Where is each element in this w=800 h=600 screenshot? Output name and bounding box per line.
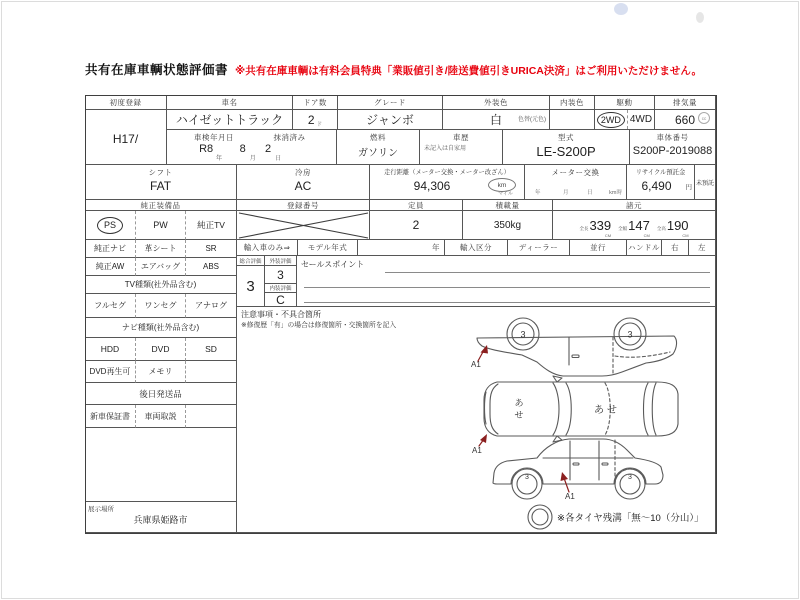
equip-abs: ABS bbox=[186, 258, 237, 276]
grade-label: グレード bbox=[338, 95, 443, 110]
navi-sd: SD bbox=[186, 338, 237, 361]
fuel-label: 燃料 bbox=[370, 133, 386, 142]
import-only-label: 輸入車のみ⇒ bbox=[237, 240, 298, 256]
recycle-label: リサイクル預託金 bbox=[635, 169, 686, 176]
tire-mark-rear-right: 3 bbox=[627, 329, 633, 340]
handle-label: ハンドル bbox=[627, 240, 662, 256]
tire-legend-text: ※各タイヤ残溝「無～10（分山）」 bbox=[557, 513, 704, 524]
notes-title: 注意事項・不具合箇所 bbox=[241, 310, 321, 319]
capacity-value: 2 bbox=[370, 211, 463, 240]
load-value: 350kg bbox=[463, 211, 553, 240]
display-location-value: 兵庫県姫路市 bbox=[133, 514, 188, 525]
import-class-label: 輸入区分 bbox=[445, 240, 508, 256]
displacement-number: 660 bbox=[674, 112, 696, 127]
scan-smudge bbox=[696, 12, 704, 23]
mileage-label: 走行距離（メーター交換・メーター改ざん） bbox=[384, 169, 510, 176]
spec-height bbox=[656, 217, 689, 238]
chassis-number-value: S200P-2019088 bbox=[632, 145, 713, 157]
warning-text: ※共有在庫車輌は有料会員特典「業販値引き/陸送費値引きURICA決済」はご利用いただけません。 bbox=[235, 65, 703, 77]
chassis-number-label: 車体番号 bbox=[656, 133, 689, 142]
km-unit-circle: km bbox=[488, 178, 516, 192]
handle-right: 右 bbox=[662, 240, 689, 256]
model-year-value: 年 bbox=[358, 240, 445, 256]
notes-area bbox=[237, 307, 716, 533]
exterior-eval-label: 外装評価 bbox=[265, 256, 297, 266]
height-value: 190 bbox=[666, 217, 689, 233]
later-shipping: 後日発送品 bbox=[85, 383, 237, 405]
day-unit: 日 bbox=[275, 156, 282, 162]
display-location-cell bbox=[85, 502, 237, 533]
mileage-cell bbox=[370, 165, 525, 200]
first-reg-value: H17/ bbox=[85, 110, 167, 165]
inspection-month: 8 bbox=[239, 143, 246, 155]
first-reg-label: 初度登録 bbox=[85, 95, 167, 110]
chassis-number-cell bbox=[630, 130, 716, 165]
drive-label: 駆動 bbox=[595, 95, 655, 110]
displacement-value bbox=[655, 110, 716, 130]
model-year-label: モデル年式 bbox=[298, 240, 358, 256]
month-unit: 月 bbox=[249, 156, 256, 162]
interior-eval-label: 内装評価 bbox=[265, 284, 297, 293]
new-car-warranty: 新車保証書 bbox=[85, 405, 136, 428]
meter-change-cell bbox=[525, 165, 627, 200]
exterior-color-label: 外装色 bbox=[443, 95, 550, 110]
interior-color-value bbox=[550, 110, 595, 130]
exterior-color-text: 白 bbox=[489, 113, 502, 127]
notes-sub: ※修復歴「有」の場合は修復箇所・交換箇所を記入 bbox=[241, 322, 397, 329]
specs-label: 諸元 bbox=[553, 200, 716, 211]
model-code-value: LE-S200P bbox=[536, 143, 596, 159]
tv-analog: アナログ bbox=[186, 294, 237, 318]
interior-eval-value: C bbox=[265, 293, 297, 307]
damage-a1-side-bottom: A1 bbox=[565, 492, 575, 501]
recycle-deposit-cell bbox=[627, 165, 695, 200]
car-left-side-view bbox=[493, 439, 663, 501]
recycle-status-cell: 未預託 bbox=[695, 165, 716, 200]
shift-cell bbox=[85, 165, 237, 200]
sales-point-cell bbox=[297, 256, 716, 307]
car-plan-view bbox=[472, 376, 678, 455]
ac-value: AC bbox=[294, 179, 312, 193]
import-parallel: 並行 bbox=[570, 240, 627, 256]
tv-oneseg: ワンセグ bbox=[136, 294, 186, 318]
overall-eval-value: 3 bbox=[237, 266, 265, 307]
year-unit: 年 bbox=[216, 156, 223, 162]
vehicle-diagram bbox=[465, 312, 715, 532]
reg-number-label: 登録番号 bbox=[237, 200, 370, 211]
display-location-label: 展示場所 bbox=[88, 506, 114, 513]
grade-value: ジャンボ bbox=[338, 110, 443, 130]
exterior-eval-value: 3 bbox=[265, 266, 297, 284]
car-right-side-view bbox=[471, 318, 677, 376]
import-dealer: ディーラー bbox=[508, 240, 570, 256]
equip-tv: 純正TV bbox=[186, 211, 237, 240]
navi-blank bbox=[186, 361, 237, 383]
yen-unit: 円 bbox=[685, 184, 692, 191]
width-label: 全幅 bbox=[618, 225, 628, 231]
docs-blank bbox=[186, 405, 237, 428]
sales-line-2 bbox=[304, 287, 710, 288]
car-manual: 車両取説 bbox=[136, 405, 186, 428]
tv-type-header: TV種類(社外品含む) bbox=[85, 276, 237, 294]
doors-unit: ド bbox=[316, 121, 323, 128]
doors-count: 2 bbox=[307, 112, 315, 127]
equip-aw: 純正AW bbox=[85, 258, 136, 276]
tire-mark-front-left: 3 bbox=[525, 474, 529, 481]
handle-left: 左 bbox=[689, 240, 716, 256]
drive-value bbox=[595, 110, 655, 130]
ac-label: 冷房 bbox=[295, 168, 311, 177]
equip-sr: SR bbox=[186, 240, 237, 258]
damage-a1-side-top: A1 bbox=[471, 360, 481, 369]
sales-line-1 bbox=[385, 272, 710, 273]
equip-ps bbox=[85, 211, 136, 240]
sales-line-3 bbox=[304, 302, 710, 303]
interior-color-label: 内装色 bbox=[550, 95, 595, 110]
load-label: 積載量 bbox=[463, 200, 553, 211]
overall-eval-label: 総合評価 bbox=[237, 256, 265, 266]
car-name-label: 車名 bbox=[167, 95, 293, 110]
tire-legend bbox=[528, 505, 704, 529]
erased-label: 抹消済み bbox=[273, 133, 306, 142]
inspection-date-cell bbox=[167, 130, 337, 165]
drive-separator bbox=[627, 110, 628, 129]
meter-month-unit: 月 bbox=[563, 190, 569, 196]
equip-airbag: エアバッグ bbox=[136, 258, 186, 276]
shift-value: FAT bbox=[149, 179, 172, 193]
meter-kmtime-unit: km時 bbox=[609, 190, 622, 196]
shift-label: シフト bbox=[148, 168, 173, 177]
height-cm: CM bbox=[682, 232, 689, 238]
fuel-value: ガソリン bbox=[358, 147, 398, 159]
tv-fullseg: フルセグ bbox=[85, 294, 136, 318]
meter-year-unit: 年 bbox=[535, 190, 541, 196]
tire-mark-rear-left: 3 bbox=[628, 474, 632, 481]
fade-mark-hood-2: せ bbox=[514, 410, 524, 420]
inspection-day: 2 bbox=[265, 143, 272, 155]
title-bar bbox=[85, 60, 730, 82]
length-cm: CM bbox=[604, 232, 612, 238]
inspection-label: 車検年月日 bbox=[194, 133, 235, 142]
exterior-color-value bbox=[443, 110, 550, 130]
capacity-label: 定員 bbox=[370, 200, 463, 211]
mile-unit: マイル bbox=[498, 191, 513, 197]
model-code-label: 型式 bbox=[558, 133, 574, 142]
equip-ps-selected: PS bbox=[97, 217, 123, 234]
navi-hdd: HDD bbox=[85, 338, 136, 361]
navi-type-header: ナビ種類(社外品含む) bbox=[85, 318, 237, 338]
history-note: 未記入は自家用 bbox=[424, 146, 467, 152]
spec-length bbox=[579, 217, 612, 238]
spec-width bbox=[618, 217, 650, 238]
navi-dvd-play: DVD再生可 bbox=[85, 361, 136, 383]
meter-change-label: メーター交換 bbox=[551, 168, 600, 177]
color-change-note: 色替(元色) bbox=[518, 117, 546, 123]
scan-stamp-smudge bbox=[614, 3, 628, 15]
drive-4wd: 4WD bbox=[629, 114, 653, 125]
meter-day-unit: 日 bbox=[587, 190, 593, 196]
inspection-year: R8 bbox=[199, 143, 214, 155]
history-label: 車歴 bbox=[453, 133, 469, 142]
tire-mark-front-right: 3 bbox=[520, 329, 526, 340]
length-value: 339 bbox=[589, 217, 612, 233]
mileage-value: 94,306 bbox=[413, 179, 451, 193]
width-value: 147 bbox=[628, 217, 650, 233]
height-label: 全高 bbox=[656, 225, 666, 231]
reg-number-cross bbox=[238, 212, 369, 239]
navi-memory: メモリ bbox=[136, 361, 186, 383]
equip-navi: 純正ナビ bbox=[85, 240, 136, 258]
left-blank-area bbox=[85, 428, 237, 502]
cc-unit-stamp: cc bbox=[698, 112, 710, 124]
recycle-amount: 6,490 bbox=[641, 179, 672, 193]
page-title: 共有在庫車輌状態評価書 bbox=[85, 63, 229, 77]
doors-label: ドア数 bbox=[293, 95, 338, 110]
displacement-label: 排気量 bbox=[655, 95, 716, 110]
drive-2wd-selected: 2WD bbox=[597, 112, 625, 128]
damage-a1-plan: A1 bbox=[472, 446, 482, 455]
navi-dvd: DVD bbox=[136, 338, 186, 361]
fade-mark-hood-1: あ bbox=[514, 398, 524, 408]
history-cell bbox=[420, 130, 503, 165]
sales-point-label: セールスポイント bbox=[301, 260, 365, 269]
model-code-cell bbox=[503, 130, 630, 165]
fade-mark-roof: あせ bbox=[594, 405, 620, 416]
specs-value bbox=[553, 211, 716, 240]
ac-cell bbox=[237, 165, 370, 200]
doors-value bbox=[293, 110, 338, 130]
car-name-value: ハイゼットトラック bbox=[167, 110, 293, 130]
length-label: 全長 bbox=[579, 225, 589, 231]
fuel-cell bbox=[337, 130, 420, 165]
equip-pw: PW bbox=[136, 211, 186, 240]
reg-number-crossed-cell bbox=[237, 211, 370, 240]
width-cm: CM bbox=[643, 232, 650, 238]
equip-leather: 革シート bbox=[136, 240, 186, 258]
equipment-header: 純正装備品 bbox=[85, 200, 237, 211]
